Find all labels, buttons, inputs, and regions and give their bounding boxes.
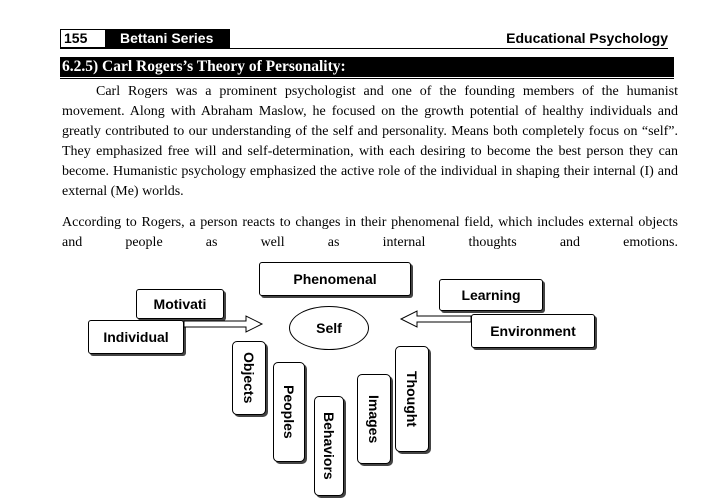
motivation-box: Motivati [136, 289, 224, 319]
header-rule [60, 48, 668, 49]
section-rule [60, 78, 674, 79]
phenomenal-box: Phenomenal [259, 262, 411, 296]
peoples-box [273, 362, 305, 462]
left-arrow-icon [184, 315, 264, 335]
self-ellipse: Self [289, 306, 369, 350]
individual-box: Individual [88, 320, 184, 354]
section-title: 6.2.5) Carl Rogers’s Theory of Personality: [60, 57, 674, 77]
paragraph-intro: Carl Rogers was a prominent psychologist and one of the founding members of the humanist movement. Along with Abraham Maslow, he focused on the growth potential of healthy individuals and greatly contributed to our understanding of the self and personality. Means both completely focus on “self”. They emphasized free will and self-determination, with each desiring to become the best person they can become. Humanistic psychology emphasized the active role of the individual in shaping their internal (I) and external (Me) worlds. [62, 84, 678, 199]
behaviors-label: Behaviors [321, 412, 337, 480]
series-label: Bettani Series [106, 29, 230, 48]
peoples-label: Peoples [281, 385, 297, 439]
thought-box [395, 346, 429, 452]
thought-label: Thought [404, 371, 420, 427]
paragraph-phenomenal-field: According to Rogers, a person reacts to changes in their phenomenal field, which includes external objects and people as well as internal thoughts and emotions. [62, 215, 678, 250]
behaviors-box [314, 396, 344, 496]
images-label: Images [366, 394, 382, 444]
images-box [357, 374, 391, 464]
page-number: 155 [60, 29, 106, 48]
environment-box: Environment [471, 314, 595, 348]
subject-label: Educational Psychology [506, 30, 668, 46]
objects-label: Objects [241, 352, 257, 404]
learning-box: Learning [439, 279, 543, 311]
objects-box [232, 341, 266, 415]
right-arrow-icon [400, 310, 472, 330]
